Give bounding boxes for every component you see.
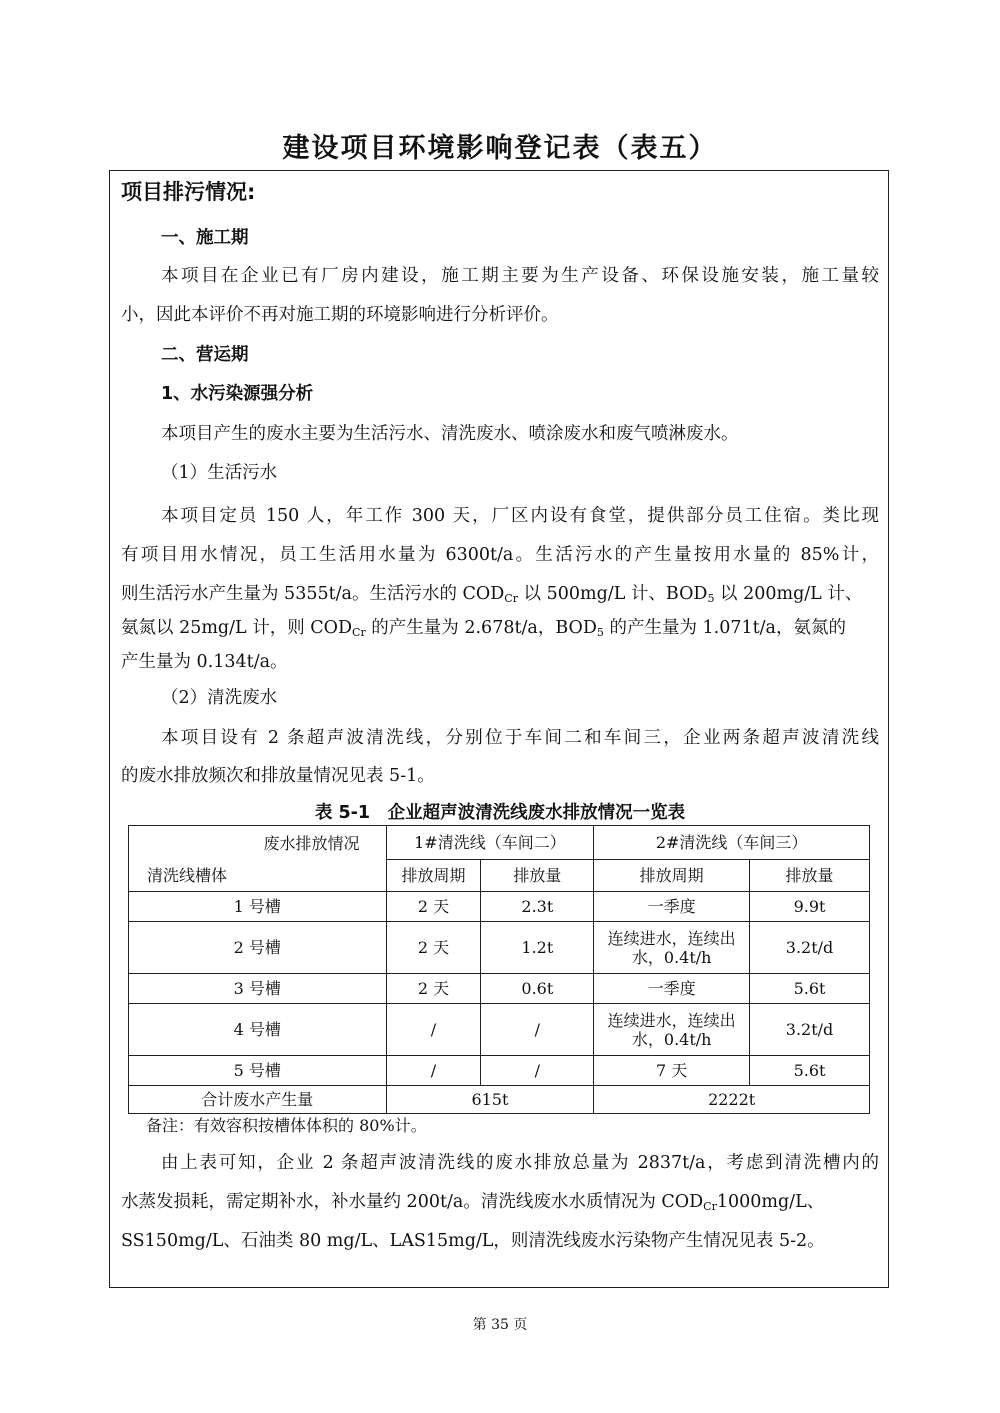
section-heading: 项目排污情况:: [121, 180, 256, 204]
paragraph-cleaning-line1: 本项目设有 2 条超声波清洗线，分别位于车间二和车间三，企业两条超声波清洗线: [161, 728, 879, 748]
heading-construction: 一、施工期: [161, 228, 249, 248]
cell: /: [386, 1004, 481, 1056]
cell: 一季度: [594, 974, 750, 1004]
paragraph-wastewater-types: 本项目产生的废水主要为生活污水、清洗废水、喷涂废水和废气喷淋废水。: [161, 424, 739, 444]
header-line2: 2#清洗线（车间三）: [594, 826, 870, 860]
paragraph-summary-line2: 水蒸发损耗，需定期补水，补水量约 200t/a。清洗线废水水质情况为 $COD_{Cr}1000mg/L$、: [121, 1192, 825, 1213]
subheader-period: 排放周期: [386, 860, 481, 892]
table-row: [129, 922, 870, 974]
cell: 2 天: [386, 974, 481, 1004]
total-line1: 615t: [386, 1086, 594, 1114]
cell: 一季度: [594, 892, 750, 922]
table-row: [129, 1056, 870, 1086]
cell-line: 连续进水，连续出: [607, 1010, 736, 1030]
paragraph-domestic-line2: 有项目用水情况，员工生活用水量为 6300t/a。生活污水的产生量按用水量的 85%计，: [121, 545, 879, 565]
tank-cell: 4 号槽: [129, 1004, 387, 1056]
table-corner-cell: [129, 826, 387, 892]
cell: /: [481, 1004, 594, 1056]
cell: 2 天: [386, 892, 481, 922]
cell: 0.6t: [481, 974, 594, 1004]
cell: 1.2t: [481, 922, 594, 974]
heading-domestic-sewage: （1）生活污水: [161, 463, 278, 483]
tank-cell: 1 号槽: [129, 892, 387, 922]
table-caption: 表 5-1 企业超声波清洗线废水排放情况一览表: [314, 803, 686, 823]
paragraph-construction-line1: 本项目在企业已有厂房内建设，施工期主要为生产设备、环保设施安装，施工量较: [161, 266, 879, 286]
paragraph-domestic-line1: 本项目定员 150 人，年工作 300 天，厂区内设有食堂，提供部分员工住宿。类比现: [161, 506, 879, 526]
wastewater-table: [128, 825, 870, 1114]
table-note: 备注：有效容积按槽体体积的 80%计。: [146, 1116, 427, 1135]
subheader-amount: 排放量: [750, 860, 870, 892]
tank-cell: 2 号槽: [129, 922, 387, 974]
cell: 5.6t: [750, 974, 870, 1004]
paragraph-summary-line1: 由上表可知，企业 2 条超声波清洗线的废水排放总量为 2837t/a，考虑到清洗槽内的: [161, 1153, 879, 1173]
cell-line: 连续进水，连续出: [607, 928, 736, 948]
cell: /: [481, 1056, 594, 1086]
cell-line: 水，0.4t/h: [631, 947, 712, 967]
cell: [594, 1004, 750, 1056]
corner-label-top: 废水排放情况: [263, 834, 360, 853]
tank-cell: 5 号槽: [129, 1056, 387, 1086]
paragraph-domestic-line3: 则生活污水产生量为 5355t/a。生活污水的 $COD_{Cr}$ 以 500mg/L 计、$BOD_5$ 以 200mg/L 计、: [121, 584, 863, 605]
cell: 2.3t: [481, 892, 594, 922]
cell: 5.6t: [750, 1056, 870, 1086]
paragraph-domestic-line4: 氨氮以 25mg/L 计，则 $COD_{Cr}$ 的产生量为 2.678t/a，$BOD_5$ 的产生量为 1.071t/a，氨氮的: [121, 618, 846, 639]
paragraph-construction-line2: 小，因此本评价不再对施工期的环境影响进行分析评价。: [121, 305, 559, 325]
heading-water-pollution: 1、水污染源强分析: [161, 384, 314, 404]
cell: 2 天: [386, 922, 481, 974]
subheader-period: 排放周期: [594, 860, 750, 892]
table-row: [129, 974, 870, 1004]
corner-label-bottom: 清洗线槽体: [147, 866, 228, 885]
table-total-row: [129, 1086, 870, 1114]
heading-operation: 二、营运期: [161, 345, 249, 365]
cell-line: 水，0.4t/h: [631, 1029, 712, 1049]
cell: 9.9t: [750, 892, 870, 922]
cell: 3.2t/d: [750, 1004, 870, 1056]
paragraph-cleaning-line2: 的废水排放频次和排放量情况见表 5-1。: [121, 766, 435, 786]
cell: 7 天: [594, 1056, 750, 1086]
table-row: [129, 1004, 870, 1056]
cell: /: [386, 1056, 481, 1086]
total-label: 合计废水产生量: [129, 1086, 387, 1114]
paragraph-summary-line3: SS150mg/L、石油类 80 mg/L、LAS15mg/L，则清洗线废水污染物产生情况见表 5-2。: [121, 1231, 825, 1251]
heading-cleaning-wastewater: （2）清洗废水: [161, 688, 278, 708]
total-line2: 2222t: [594, 1086, 870, 1114]
table-row: [129, 892, 870, 922]
tank-cell: 3 号槽: [129, 974, 387, 1004]
subheader-amount: 排放量: [481, 860, 594, 892]
paragraph-domestic-line5: 产生量为 0.134t/a。: [121, 652, 288, 672]
header-line1: 1#清洗线（车间二）: [386, 826, 594, 860]
page-title: 建设项目环境影响登记表（表五）: [282, 133, 718, 164]
cell: 3.2t/d: [750, 922, 870, 974]
cell: [594, 922, 750, 974]
page-number: 第 35 页: [472, 1317, 528, 1333]
